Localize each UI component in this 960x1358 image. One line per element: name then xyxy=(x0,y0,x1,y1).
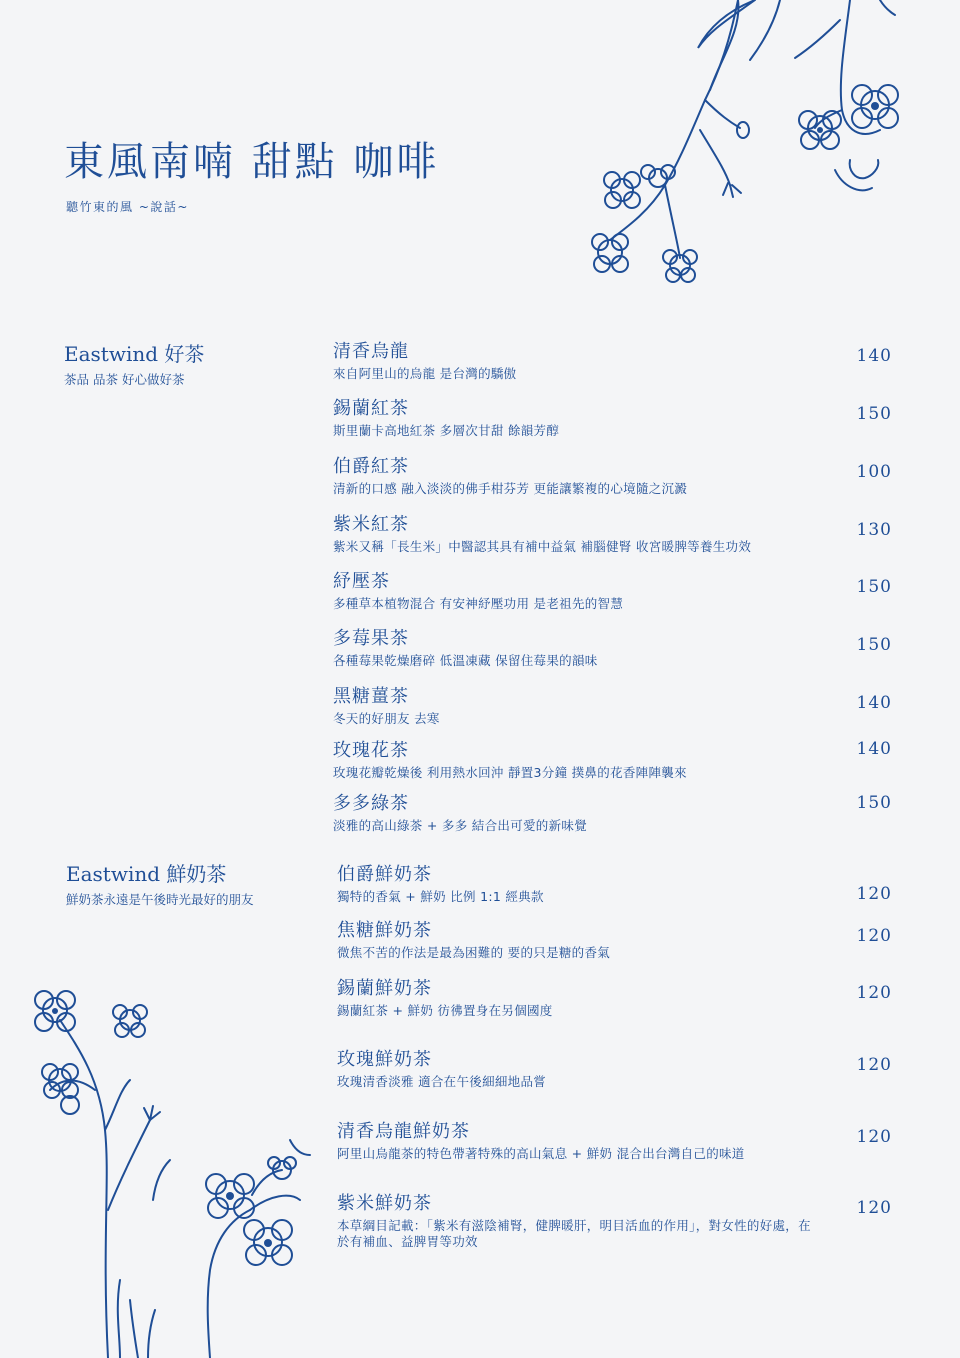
item-name: 清香烏龍 xyxy=(333,341,409,362)
section-milk-tea-header xyxy=(66,862,254,908)
item-name: 紓壓茶 xyxy=(333,571,390,592)
section-title: Eastwind 好茶 xyxy=(64,342,205,366)
item-description: 清新的口感 融入淡淡的佛手柑芬芳 更能讓繁複的心境隨之沉澱 xyxy=(333,480,688,496)
item-description: 各種莓果乾燥磨碎 低溫凍藏 保留住莓果的韻味 xyxy=(333,652,598,668)
item-description: 玫瑰清香淡雅 適合在午後細細地品嘗 xyxy=(337,1073,547,1089)
page-subtitle: 聽竹東的風 ~說話~ xyxy=(66,200,189,214)
menu-item xyxy=(333,740,893,781)
menu-item xyxy=(333,686,893,727)
item-price: 100 xyxy=(856,462,892,482)
flower-branch-top-right-icon xyxy=(580,0,930,290)
item-description: 玫瑰花瓣乾燥後 利用熱水回沖 靜置3分鐘 撲鼻的花香陣陣襲來 xyxy=(333,764,687,780)
item-description: 阿里山烏龍茶的特色帶著特殊的高山氣息 + 鮮奶 混合出台灣自己的味道 xyxy=(337,1145,745,1161)
item-name: 多多綠茶 xyxy=(333,793,409,814)
item-price: 150 xyxy=(856,577,892,597)
item-name: 黑糖薑茶 xyxy=(333,686,409,707)
item-price: 130 xyxy=(856,520,892,540)
item-description: 淡雅的高山綠茶 + 多多 結合出可愛的新味覺 xyxy=(333,817,587,833)
item-price: 150 xyxy=(856,635,892,655)
menu-item xyxy=(333,398,893,439)
section-title: Eastwind 鮮奶茶 xyxy=(66,862,227,886)
section-tea-header xyxy=(64,342,204,388)
item-name: 紫米鮮奶茶 xyxy=(337,1193,432,1214)
item-name: 玫瑰鮮奶茶 xyxy=(337,1049,432,1070)
item-description: 獨特的香氣 + 鮮奶 比例 1:1 經典款 xyxy=(337,888,544,904)
item-price: 140 xyxy=(856,693,892,713)
item-name: 錫蘭紅茶 xyxy=(333,398,409,419)
item-price: 120 xyxy=(856,1127,892,1147)
menu-item xyxy=(333,793,893,834)
menu-item xyxy=(337,1193,817,1251)
item-name: 紫米紅茶 xyxy=(333,514,409,535)
menu-item xyxy=(333,341,893,382)
item-name: 清香烏龍鮮奶茶 xyxy=(337,1121,470,1142)
item-name: 玫瑰花茶 xyxy=(333,740,409,761)
item-description: 斯里蘭卡高地紅茶 多層次甘甜 餘韻芳醇 xyxy=(333,422,560,438)
item-description: 本草綱目記載：「紫米有滋陰補腎，健脾暖肝，明目活血的作用」，對女性的好處，在於有補血、益脾胃等功效 xyxy=(337,1217,811,1250)
item-price: 120 xyxy=(856,1055,892,1075)
item-description: 微焦不苦的作法是最為困難的 要的只是糖的香氣 xyxy=(337,944,611,960)
flower-branch-bottom-left-icon xyxy=(20,980,320,1358)
item-price: 140 xyxy=(856,739,892,759)
item-name: 多莓果茶 xyxy=(333,628,409,649)
item-price: 120 xyxy=(856,884,892,904)
item-name: 錫蘭鮮奶茶 xyxy=(337,978,432,999)
item-name: 焦糖鮮奶茶 xyxy=(337,920,432,941)
section-description: 鮮奶茶永遠是午後時光最好的朋友 xyxy=(66,892,254,907)
item-description: 紫米又稱「長生米」中醫認其具有補中益氣 補腦健腎 收宮暖脾等養生功效 xyxy=(333,538,752,554)
item-description: 多種草本植物混合 有安神紓壓功用 是老祖先的智慧 xyxy=(333,595,624,611)
item-description: 來自阿里山的烏龍 是台灣的驕傲 xyxy=(333,365,517,381)
menu-item xyxy=(333,456,893,497)
item-price: 140 xyxy=(856,346,892,366)
section-description: 茶品 品茶 好心做好茶 xyxy=(64,372,185,387)
item-price: 120 xyxy=(856,1198,892,1218)
item-price: 120 xyxy=(856,983,892,1003)
item-price: 150 xyxy=(856,793,892,813)
item-name: 伯爵紅茶 xyxy=(333,456,409,477)
menu-item xyxy=(333,514,893,555)
item-name: 伯爵鮮奶茶 xyxy=(337,864,432,885)
item-description: 錫蘭紅茶 + 鮮奶 彷彿置身在另個國度 xyxy=(337,1002,553,1018)
menu-item xyxy=(333,571,893,612)
page-title: 東風南喃 甜點 咖啡 xyxy=(64,139,440,185)
item-description: 冬天的好朋友 去寒 xyxy=(333,710,440,726)
menu-item xyxy=(333,628,893,669)
item-price: 120 xyxy=(856,926,892,946)
item-price: 150 xyxy=(856,404,892,424)
